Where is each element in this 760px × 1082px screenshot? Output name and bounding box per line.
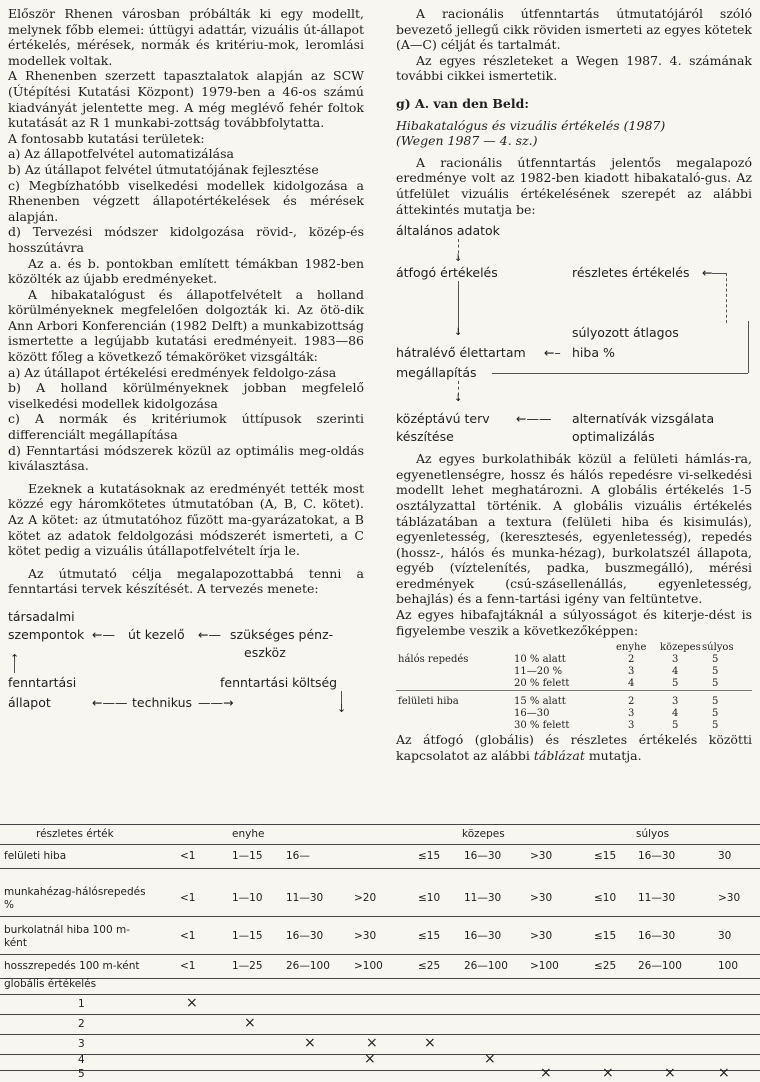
grade-label: 4	[78, 1054, 85, 1066]
paragraph: Az egyes hibafajtáknál a súlyosságot és kiterje-dést is figyelembe veszik a következőképpen:	[396, 607, 752, 638]
table-cell: 16—	[286, 850, 310, 862]
table-cell: >30	[530, 892, 553, 904]
paragraph: A racionális útfenntartás útmutatójáról szóló bevezető jellegű cikk röviden ismerteti az egyes kötetek (A—C) célját és tartalmát.	[396, 6, 752, 53]
flow-label: általános adatok	[396, 223, 500, 239]
flow-label: alternatívák vizsgálata	[572, 411, 715, 427]
research-item: a) Az állapotfelvétel automatizálása	[8, 146, 234, 162]
row-label: hosszrepedés 100 m-ként	[4, 960, 140, 972]
row-divider	[0, 954, 760, 955]
table-cell: ≤15	[418, 850, 441, 862]
row-label: burkolatnál hiba 100 m-	[4, 924, 130, 936]
cell: 2	[628, 654, 635, 666]
paragraph: Ezeknek a kutatásoknak az eredményét tették most közzé egy háromkötetes útmutatóban (A, B, C. kötet). Az A kötet: az útmutatóhoz fűzött ma-gyarázatokat, a B kötet az adatok feldolgozási módszerét ismerteti, a C kötet pedig a vizuális útállapotfelvételt írja le.	[8, 480, 364, 559]
row-label: munkahézag-hálósrepedés	[4, 886, 146, 898]
row-label: globális értékelés	[4, 978, 97, 990]
cell: 5	[712, 696, 719, 708]
paragraph: A Rhenenben szerzett tapasztalatok alapján az SCW (Útépítési Kutatási Központ) 1979-ben a 46-os számú kiadványát jelentette meg. A még meglévő fehér foltok kutatását az R 1 munkabi-zottság továbbfolytatta.	[8, 68, 364, 131]
topic-item: a) Az útállapot értékelési eredmények feldolgo-zása	[8, 364, 337, 380]
flow-label: hátralévő élettartam	[396, 345, 526, 361]
row-divider	[0, 1054, 760, 1055]
table-cell: 26—100	[464, 960, 508, 972]
flow-diagram-bottom	[396, 411, 752, 451]
group-label: felületi hiba	[398, 696, 459, 708]
cell: 5	[712, 654, 719, 666]
table-cell: 26—100	[638, 960, 682, 972]
flow-label: optimalizálás	[572, 429, 655, 445]
grade-mark: ×	[718, 1065, 730, 1081]
table-cell: 16—30	[286, 930, 324, 942]
table-cell: 16—30	[638, 850, 676, 862]
row-label: 15 % alatt	[514, 696, 566, 708]
text-italic: táblázat	[533, 747, 585, 763]
paragraph: Az útmutató célja megalapozottabbá tenni a fenntartási tervek készítését. A tervezés menete:	[8, 565, 364, 597]
research-item: b) Az útállapot felvétel útmutatójának fejlesztése	[8, 161, 319, 177]
column-header: részletes érték	[36, 828, 114, 840]
cell: 3	[628, 666, 635, 678]
table-cell: <1	[180, 930, 196, 942]
arrow-left-icon: ←–	[544, 345, 561, 361]
row-label: 16—30	[514, 708, 550, 720]
diagram-label: út kezelő	[128, 626, 185, 642]
diagram-label: szempontok	[8, 626, 85, 642]
arrow-left-icon: ←—	[198, 626, 221, 642]
flow-label: hiba %	[572, 345, 615, 361]
severity-table	[396, 638, 752, 732]
flow-label: súlyozott átlagos	[572, 325, 679, 341]
text: Az átfogó (globális) és részletes értékelés közötti kapcsolatot az alábbi	[396, 732, 752, 763]
group-header: enyhe	[232, 828, 265, 840]
table-cell: 1—15	[232, 850, 263, 862]
grade-mark: ×	[540, 1065, 552, 1081]
table-cell: 11—30	[638, 892, 676, 904]
table-cell: ≤25	[418, 960, 441, 972]
arrow-left-icon: ←—	[92, 626, 115, 642]
row-divider	[0, 978, 760, 979]
table-cell: <1	[180, 892, 196, 904]
grade-mark: ×	[366, 1035, 378, 1051]
diagram-label: technikus	[132, 694, 193, 710]
grade-mark: ×	[304, 1035, 316, 1051]
paragraph: A racionális útfenntartás jelentős megalapozó eredménye volt az 1982-ben kiadott hibakataló-gus. Az útfelület vizuális értékelésének szerepét az alábbi áttekintés mutatja be:	[396, 154, 752, 217]
planning-diagram	[8, 603, 364, 723]
table-cell: 16—30	[464, 930, 502, 942]
left-column	[8, 6, 364, 723]
cell: 4	[628, 678, 635, 690]
table-cell: 26—100	[286, 960, 330, 972]
row-label: ként	[4, 937, 27, 949]
table-cell: <1	[180, 960, 196, 972]
diagram-label: társadalmi	[8, 608, 75, 624]
table-cell: ≤15	[418, 930, 441, 942]
paragraph	[396, 732, 752, 763]
cell: 5	[712, 666, 719, 678]
cell: 2	[628, 696, 635, 708]
flow-label: középtávú terv	[396, 411, 490, 427]
arrow-left-icon: ←	[702, 265, 713, 281]
table-cell: >30	[530, 930, 553, 942]
row-label: %	[4, 899, 14, 911]
diagram-label: eszköz	[244, 644, 286, 660]
cell: 3	[628, 720, 635, 732]
table-cell: 30	[718, 850, 732, 862]
grade-mark: ×	[664, 1065, 676, 1081]
cell: 3	[672, 654, 679, 666]
table-cell: >30	[530, 850, 553, 862]
cell: 3	[628, 708, 635, 720]
arrow-down-icon: ↓	[337, 701, 347, 715]
topic-item: d) Fenntartási módszerek közül az optimális meg-oldás kiválasztása.	[8, 442, 364, 474]
arrow-right-icon: ——→	[198, 694, 234, 710]
group-label: hálós repedés	[398, 654, 469, 666]
paragraph: Az egyes részleteket a Wegen 1987. 4. számának további cikkei ismertetik.	[396, 52, 752, 84]
arrow-down-icon: ↓	[454, 393, 463, 405]
flow-label: részletes értékelés	[572, 265, 690, 281]
grade-mark: ×	[244, 1015, 256, 1031]
flow-label: megállapítás	[396, 365, 477, 381]
topic-item: b) A holland körülményeknek jobban megfelelő viselkedési modellek kidolgozása	[8, 380, 364, 411]
grade-label: 5	[78, 1068, 85, 1080]
row-divider	[0, 994, 760, 995]
row-label: 20 % felett	[514, 678, 570, 690]
evaluation-table	[0, 824, 760, 1082]
column-header: súlyos	[702, 642, 734, 654]
flow-diagram	[396, 221, 752, 411]
table-cell: ≤25	[594, 960, 617, 972]
grade-label: 2	[78, 1018, 85, 1030]
topic-item: c) A normák és kritériumok úttípusok szerinti differenciált megállapítása	[8, 411, 364, 443]
table-cell: >100	[530, 960, 559, 972]
arrow-left-icon: ←——	[92, 694, 128, 710]
arrow-down-icon: ↓	[454, 253, 463, 265]
text: mutatja.	[584, 747, 642, 763]
grade-mark: ×	[186, 995, 198, 1011]
table-cell: ≤10	[418, 892, 441, 904]
row-divider	[0, 916, 760, 917]
table-cell: 100	[718, 960, 739, 972]
row-divider	[0, 1070, 760, 1071]
research-intro: A fontosabb kutatási területek:	[8, 130, 205, 146]
grade-mark: ×	[424, 1035, 436, 1051]
grade-mark: ×	[364, 1051, 376, 1067]
right-column	[396, 6, 752, 763]
row-divider	[0, 868, 760, 869]
grade-mark: ×	[602, 1065, 614, 1081]
table-cell: 16—30	[464, 850, 502, 862]
research-item: d) Tervezési módszer kidolgozása rövid-, közép-és hosszútávra	[8, 224, 364, 255]
row-label: 30 % felett	[514, 720, 570, 732]
diagram-label: szükséges pénz-	[230, 626, 334, 642]
column-header: enyhe	[616, 642, 647, 654]
flow-label: átfogó értékelés	[396, 265, 498, 281]
cell: 4	[672, 708, 679, 720]
section-heading: g) A. van den Beld:	[396, 95, 529, 111]
table-cell: 30	[718, 930, 732, 942]
table-cell: 1—15	[232, 930, 263, 942]
row-divider	[0, 1034, 760, 1035]
table-cell: >100	[354, 960, 383, 972]
flow-label: készítése	[396, 429, 454, 445]
cell: 3	[672, 696, 679, 708]
section-source: (Wegen 1987 — 4. sz.)	[396, 133, 538, 149]
table-cell: <1	[180, 850, 196, 862]
arrow-up-icon: ↑	[10, 651, 20, 665]
table-cell: >30	[354, 930, 377, 942]
cell: 5	[712, 720, 719, 732]
group-header: súlyos	[636, 828, 670, 840]
research-item: c) Megbízhatóbb viselkedési modellek kidolgozása a Rhenenben végzett állapotértékelések és mérések alapján.	[8, 177, 364, 224]
row-label: 10 % alatt	[514, 654, 566, 666]
table-cell: 11—30	[464, 892, 502, 904]
arrow-down-icon: ↓	[454, 327, 463, 339]
table-cell: ≤15	[594, 850, 617, 862]
table-cell: 1—10	[232, 892, 263, 904]
diagram-label: állapot	[8, 694, 51, 710]
diagram-label: fenntartási	[8, 674, 77, 690]
cell: 4	[672, 666, 679, 678]
paragraph: Az a. és b. pontokban említett témákban 1982-ben közölték az újabb eredményeket.	[8, 255, 364, 287]
row-divider	[0, 1014, 760, 1015]
cell: 5	[672, 678, 679, 690]
table-cell: 1—25	[232, 960, 263, 972]
grade-mark: ×	[484, 1051, 496, 1067]
table-cell: 16—30	[638, 930, 676, 942]
table-cell: 11—30	[286, 892, 324, 904]
table-cell: ≤10	[594, 892, 617, 904]
grade-label: 3	[78, 1038, 85, 1050]
paragraph: Az egyes burkolathibák közül a felületi hámlás-ra, egyenetlenségre, hossz és hálós repedésre vi-selkedési modellt lehet meghatározni. A globális értékelés 1-5 osztályzattal történik. A globális vizuális értékelés táblázatában a textura (felületi hiba és kisimulás), egyenletesség, (keresztesés, egyenletesség), repedés (hossz-, hálós és munka-hézag), burkolatszél állapota, egyéb (víztelenítés, padka, buszmegálló), mérési eredmények (csú-szásellenállás, egyenletesség, behajlás) és a fenn-tartási igény van feltüntetve.	[396, 451, 752, 607]
row-label: 11—20 %	[514, 666, 563, 678]
arrow-left-icon: ←——	[516, 411, 552, 427]
diagram-label: fenntartási költség	[220, 674, 338, 690]
cell: 5	[712, 708, 719, 720]
column-header: közepes	[660, 642, 701, 654]
group-header: közepes	[462, 828, 505, 840]
section-title: Hibakatalógus és vizuális értékelés (1987)	[396, 117, 666, 133]
grade-label: 1	[78, 998, 85, 1010]
cell: 5	[712, 678, 719, 690]
table-cell: >20	[354, 892, 377, 904]
table-cell: >30	[718, 892, 741, 904]
paragraph: Először Rhenen városban próbálták ki egy modellt, melynek főbb elemei: úttügyi adattár, vizuális út-állapot értékelés, mérések, normák és kritériu-mok, leromlási modellek voltak.	[8, 6, 364, 68]
paragraph: A hibakatalógust és állapotfelvételt a holland körülményeknek megfelelően dolgozták ki. Az ötö-dik Ann Arbori Konferencián (1982 Delft) a munkabizottság ismertette a legújabb kutatási eredményeit. 1983—86 között főleg a következő témaköröket vizsgálták:	[8, 286, 364, 365]
table-cell: ≤15	[594, 930, 617, 942]
row-label: felületi hiba	[4, 850, 67, 862]
cell: 5	[672, 720, 679, 732]
